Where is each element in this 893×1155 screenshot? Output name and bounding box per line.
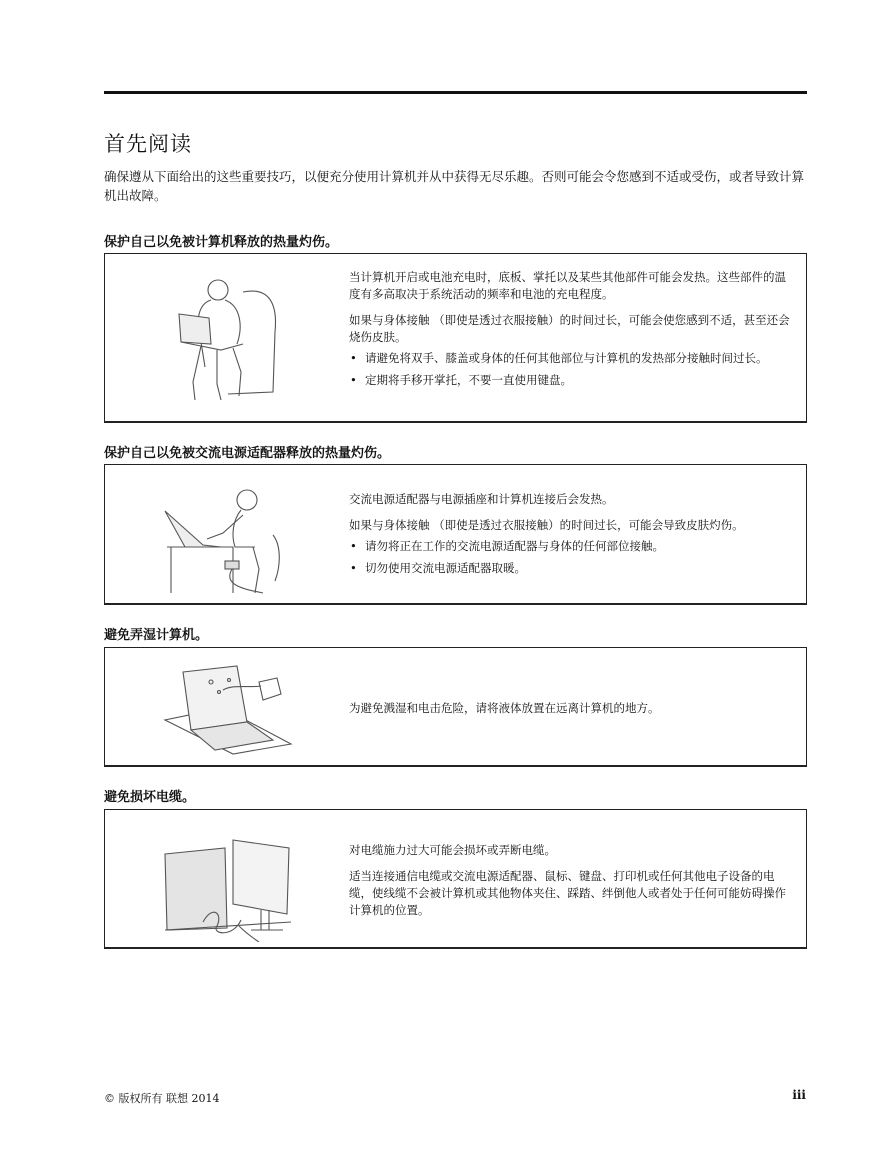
- laptop-heat-paragraph-1: 当计算机开启或电池充电时，底板、掌托以及某些其他部件可能会发热。这些部件的温度有多高取决于系统活动的频率和电池的充电程度。: [349, 270, 786, 301]
- laptop-heat-bullet-1: • 请避免将双手、膝盖或身体的任何其他部位与计算机的发热部分接触时间过长。: [349, 350, 796, 367]
- adapter-heat-bullet-2: • 切勿使用交流电源适配器取暖。: [349, 560, 796, 577]
- liquid-paragraph-1: 为避免溅湿和电击危险，请将液体放置在远离计算机的地方。: [349, 701, 660, 715]
- laptop-heat-bullets: [349, 350, 796, 389]
- liquid-spill-laptop-illustration: [163, 660, 293, 756]
- section-heading-laptop-heat: 保护自己以免被计算机释放的热量灼伤。: [104, 235, 339, 250]
- adapter-heat-text: [349, 491, 796, 582]
- adapter-heat-bullets: [349, 538, 796, 577]
- notice-box-adapter-heat: [104, 464, 807, 605]
- section-heading-liquid: 避免弄湿计算机。: [104, 628, 209, 643]
- cable-paragraph-1: 对电缆施力过大可能会损坏或弄断电缆。: [349, 843, 556, 857]
- laptop-heat-text: [349, 269, 796, 394]
- adapter-heat-paragraph-2: 如果与身体接触 （即使是透过衣服接触）的时间过长，可能会导致皮肤灼伤。: [349, 518, 744, 532]
- header-rule: [104, 91, 807, 94]
- section-heading-adapter-heat: 保护自己以免被交流电源适配器释放的热量灼伤。: [104, 446, 391, 461]
- cable-paragraph-2: 适当连接通信电缆或交流电源适配器、鼠标、键盘、打印机或任何其他电子设备的电缆，使线缆不会被计算机或其他物体夹住、踩踏、绊倒他人或者处于任何可能妨碍操作计算机的位置。: [349, 869, 786, 917]
- copyright-text: © 版权所有 联想 2014: [104, 1092, 220, 1105]
- section-heading-cable: 避免损坏电缆。: [104, 790, 196, 805]
- page-title: 首先阅读: [104, 132, 192, 156]
- notice-box-laptop-heat: [104, 253, 807, 423]
- notice-box-cable: [104, 809, 807, 949]
- person-typing-with-adapter-illustration: [163, 485, 293, 595]
- laptop-heat-paragraph-2: 如果与身体接触 （即使是透过衣服接触）的时间过长，可能会使您感到不适，甚至还会烧伤皮肤。: [349, 313, 790, 344]
- adapter-heat-paragraph-1: 交流电源适配器与电源插座和计算机连接后会发热。: [349, 492, 614, 506]
- laptop-heat-bullet-2: • 定期将手移开掌托，不要一直使用键盘。: [349, 372, 796, 389]
- notice-box-liquid: [104, 647, 807, 767]
- cable-text: [349, 842, 796, 928]
- liquid-text: [349, 700, 796, 726]
- intro-paragraph: 确保遵从下面给出的这些重要技巧，以便充分使用计算机并从中获得无尽乐趣。否则可能会令您感到不适或受伤，或者导致计算机出故障。: [104, 169, 805, 203]
- person-laptop-on-lap-illustration: [173, 272, 283, 402]
- page-number: iii: [792, 1088, 806, 1102]
- adapter-heat-bullet-1: • 请勿将正在工作的交流电源适配器与身体的任何部位接触。: [349, 538, 796, 555]
- cable-management-illustration: [163, 834, 293, 942]
